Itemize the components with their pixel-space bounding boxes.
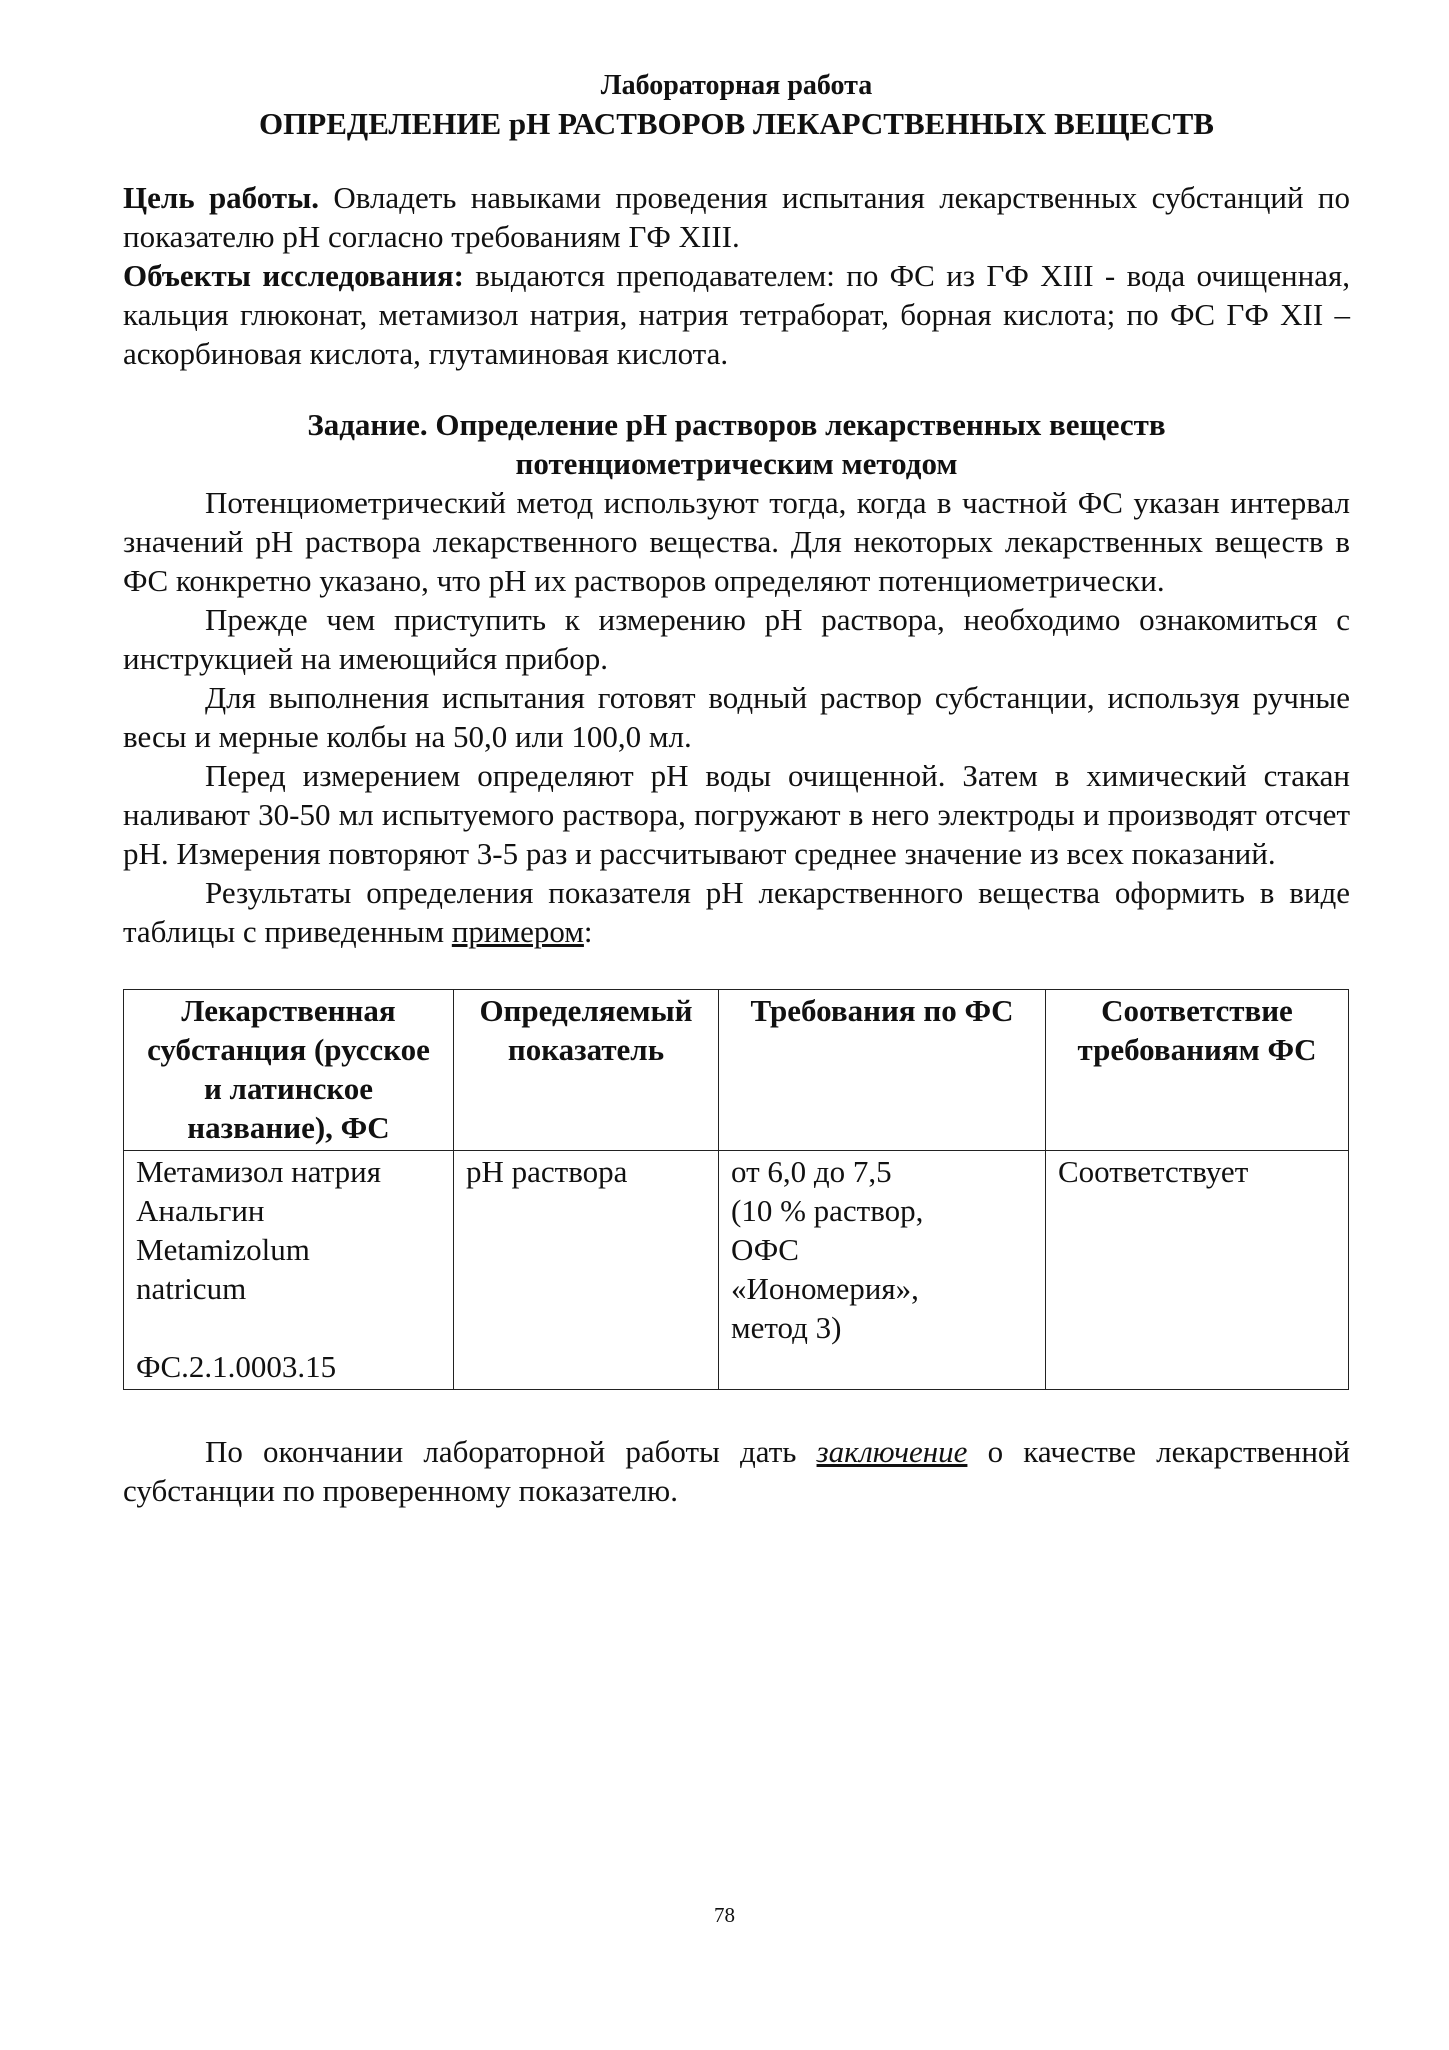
table-header-row bbox=[124, 990, 1349, 1151]
goal-paragraph bbox=[123, 178, 1350, 256]
header-substance: Лекарственная субстанция (русское и латинское название), ФС bbox=[124, 990, 454, 1151]
header-compliance: Соответствие требованиям ФС bbox=[1046, 990, 1349, 1151]
cell-indicator: pH раствора bbox=[454, 1151, 719, 1390]
objects-paragraph bbox=[123, 256, 1350, 373]
objects-text: выдаются преподавателем: по ФС из ГФ XIII - вода очищенная, кальция глюконат, метамизол натрия, натрия тетраборат, борная кислота; по ФС ГФ XII – аскорбиновая кислота, глутаминовая кислота. bbox=[123, 258, 1350, 371]
conclusion-emphasis: заключение bbox=[816, 1434, 968, 1469]
task-paragraph-5 bbox=[123, 873, 1350, 951]
task-title-line1: Задание. Определение pH растворов лекарственных веществ bbox=[307, 407, 1166, 442]
task-paragraph-3: Для выполнения испытания готовят водный раствор субстанции, используя ручные весы и мерные колбы на 50,0 или 100,0 мл. bbox=[123, 680, 1350, 754]
conclusion-paragraph bbox=[123, 1432, 1350, 1510]
objects-label: Объекты исследования: bbox=[123, 258, 464, 293]
conclusion-text-end: о качестве лекарственной субстанции по проверенному показателю. bbox=[123, 1434, 1351, 1508]
task-paragraph-4: Перед измерением определяют pH воды очищенной. Затем в химический стакан наливают 30-50 мл испытуемого раствора, погружают в него электроды и производят отсчет pH. Измерения повторяют 3-5 раз и рассчитывают среднее значение из всех показаний. bbox=[123, 758, 1350, 871]
work-subtitle: Лабораторная работа bbox=[600, 70, 873, 101]
cell-compliance: Соответствует bbox=[1046, 1151, 1349, 1390]
task-title-line2: потенциометрическим методом bbox=[515, 446, 958, 481]
cell-substance: Метамизол натрия Анальгин Metamizolum natricum ФС.2.1.0003.15 bbox=[124, 1151, 454, 1390]
task-paragraph-2: Прежде чем приступить к измерению pH раствора, необходимо ознакомиться с инструкцией на имеющийся прибор. bbox=[123, 602, 1350, 676]
header-requirements: Требования по ФС bbox=[719, 990, 1046, 1151]
paragraph5-text: Результаты определения показателя pH лекарственного вещества оформить в виде таблицы с приведенным bbox=[123, 875, 1350, 949]
task-paragraph-1: Потенциометрический метод используют тогда, когда в частной ФС указан интервал значений pH раствора лекарственного вещества. Для некоторых лекарственных веществ в ФС конкретно указано, что pH их растворов определяют потенциометрически. bbox=[123, 485, 1350, 598]
table-row bbox=[124, 1151, 1349, 1390]
goal-text: Овладеть навыками проведения испытания лекарственных субстанций по показателю pH согласно требованиям ГФ XIII. bbox=[123, 180, 1350, 254]
cell-requirements: от 6,0 до 7,5 (10 % раствор, ОФС «Иономерия», метод 3) bbox=[719, 1151, 1046, 1390]
work-title: ОПРЕДЕЛЕНИЕ pH РАСТВОРОВ ЛЕКАРСТВЕННЫХ ВЕЩЕСТВ bbox=[259, 106, 1214, 141]
header-indicator: Определяемый показатель bbox=[454, 990, 719, 1151]
document-page bbox=[123, 68, 1350, 1510]
results-table bbox=[123, 989, 1349, 1390]
paragraph5-colon: : bbox=[583, 914, 593, 949]
example-link-text: примером bbox=[451, 914, 584, 949]
conclusion-text: По окончании лабораторной работы дать bbox=[205, 1434, 817, 1469]
page-number: 78 bbox=[714, 1903, 735, 1927]
goal-label: Цель работы. bbox=[123, 180, 320, 215]
